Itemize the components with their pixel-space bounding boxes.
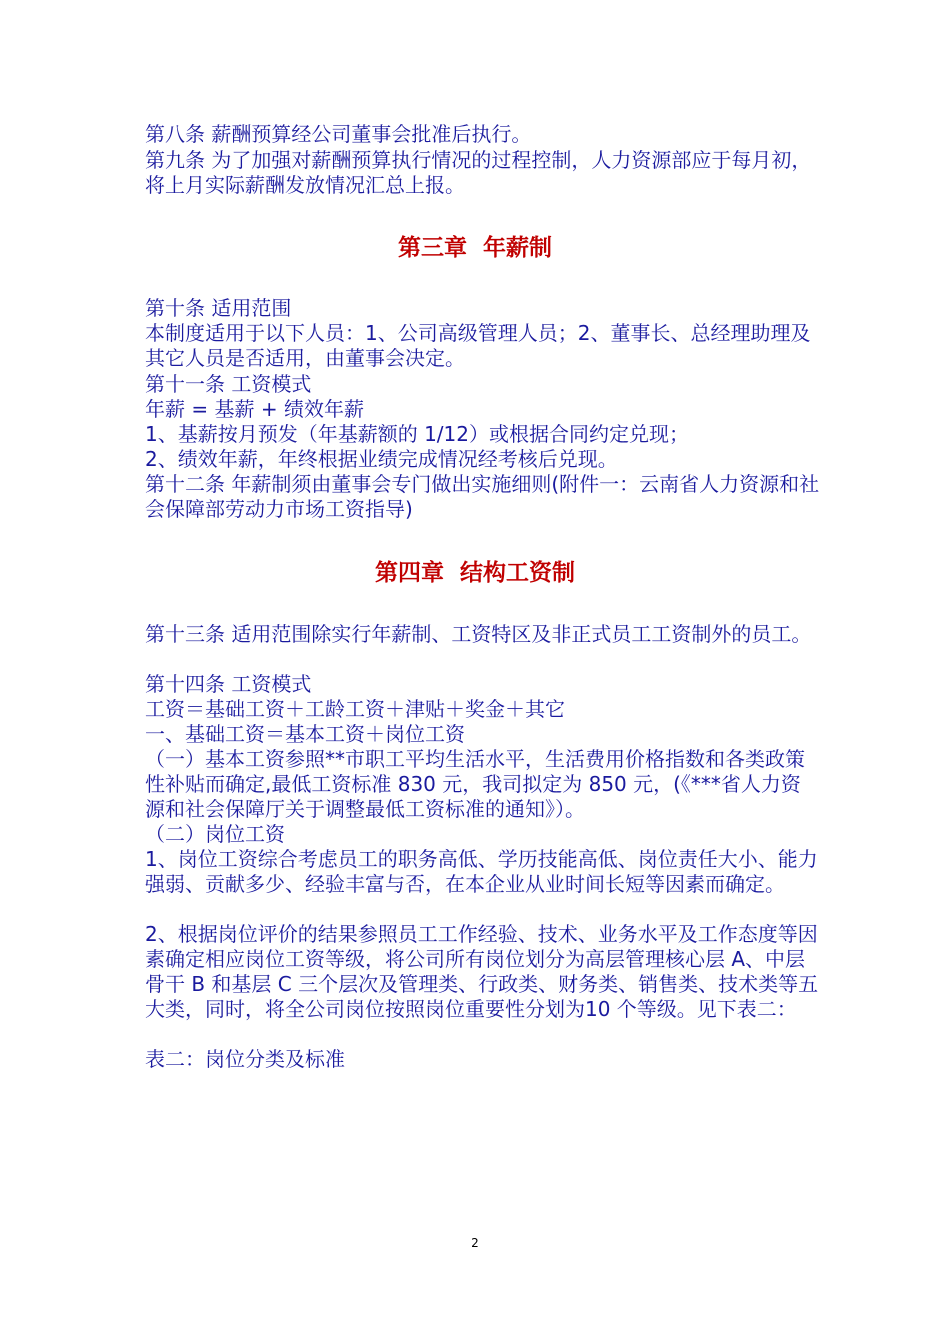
salary-formula: 工资＝基础工资＋工龄工资＋津贴＋奖金＋其它: [145, 697, 565, 721]
chapter-4-heading: 第四章 结构工资制: [374, 560, 575, 586]
base-salary-rule: 1、基薪按月预发（年基薪额的 1/12）或根据合同约定兑现；: [145, 422, 689, 446]
basic-wage-rule: （一）基本工资参照**市职工平均生活水平，生活费用价格指数和各类政策性补贴而确定,最低工资标准 830 元，我司拟定为 850 元，(《***省人力资源和社会保障厅关于调整最低工资标准的通知》）。: [145, 747, 805, 821]
article-12: 第十二条 年薪制须由董事会专门做出实施细则(附件一：云南省人力资源和社会保障部劳动力市场工资指导): [145, 472, 820, 521]
article-10: 第十条 适用范围: [145, 296, 292, 320]
base-pay-formula: 一、基础工资＝基本工资＋岗位工资: [145, 722, 465, 746]
page-number: 2: [471, 1236, 479, 1250]
position-wage-rule-2: 2、根据岗位评价的结果参照员工工作经验、技术、业务水平及工作态度等因素确定相应岗位工资等级，将公司所有岗位划分为高层管理核心层 A、中层骨干 B 和基层 C 三个层次及管理类、行政类、财务类、销售类、技术类等五大类，同时，将全公司岗位按照岗位重要性分划为10 个等级。见下表二：: [145, 922, 819, 1021]
annual-salary-formula: 年薪 = 基薪 + 绩效年薪: [145, 397, 364, 421]
article-9: 第九条 为了加强对薪酬预算执行情况的过程控制，人力资源部应于每月初，将上月实际薪酬发放情况汇总上报。: [145, 148, 812, 197]
article-11: 第十一条 工资模式: [145, 372, 312, 396]
chapter-3-heading: 第三章 年薪制: [397, 235, 552, 261]
article-14: 第十四条 工资模式: [145, 672, 312, 696]
article-10-scope: 本制度适用于以下人员：1、公司高级管理人员；2、董事长、总经理助理及其它人员是否适用，由董事会决定。: [145, 321, 811, 370]
table-2-caption: 表二：岗位分类及标准: [145, 1047, 345, 1071]
position-wage-rule-1: 1、岗位工资综合考虑员工的职务高低、学历技能高低、岗位责任大小、能力强弱、贡献多少、经验丰富与否，在本企业从业时间长短等因素而确定。: [145, 847, 818, 896]
article-8: 第八条 薪酬预算经公司董事会批准后执行。: [145, 122, 532, 146]
position-wage-heading: （二）岗位工资: [145, 822, 285, 846]
performance-salary-rule: 2、绩效年薪，年终根据业绩完成情况经考核后兑现。: [145, 447, 618, 471]
article-13: 第十三条 适用范围除实行年薪制、工资特区及非正式员工工资制外的员工。: [145, 622, 812, 646]
